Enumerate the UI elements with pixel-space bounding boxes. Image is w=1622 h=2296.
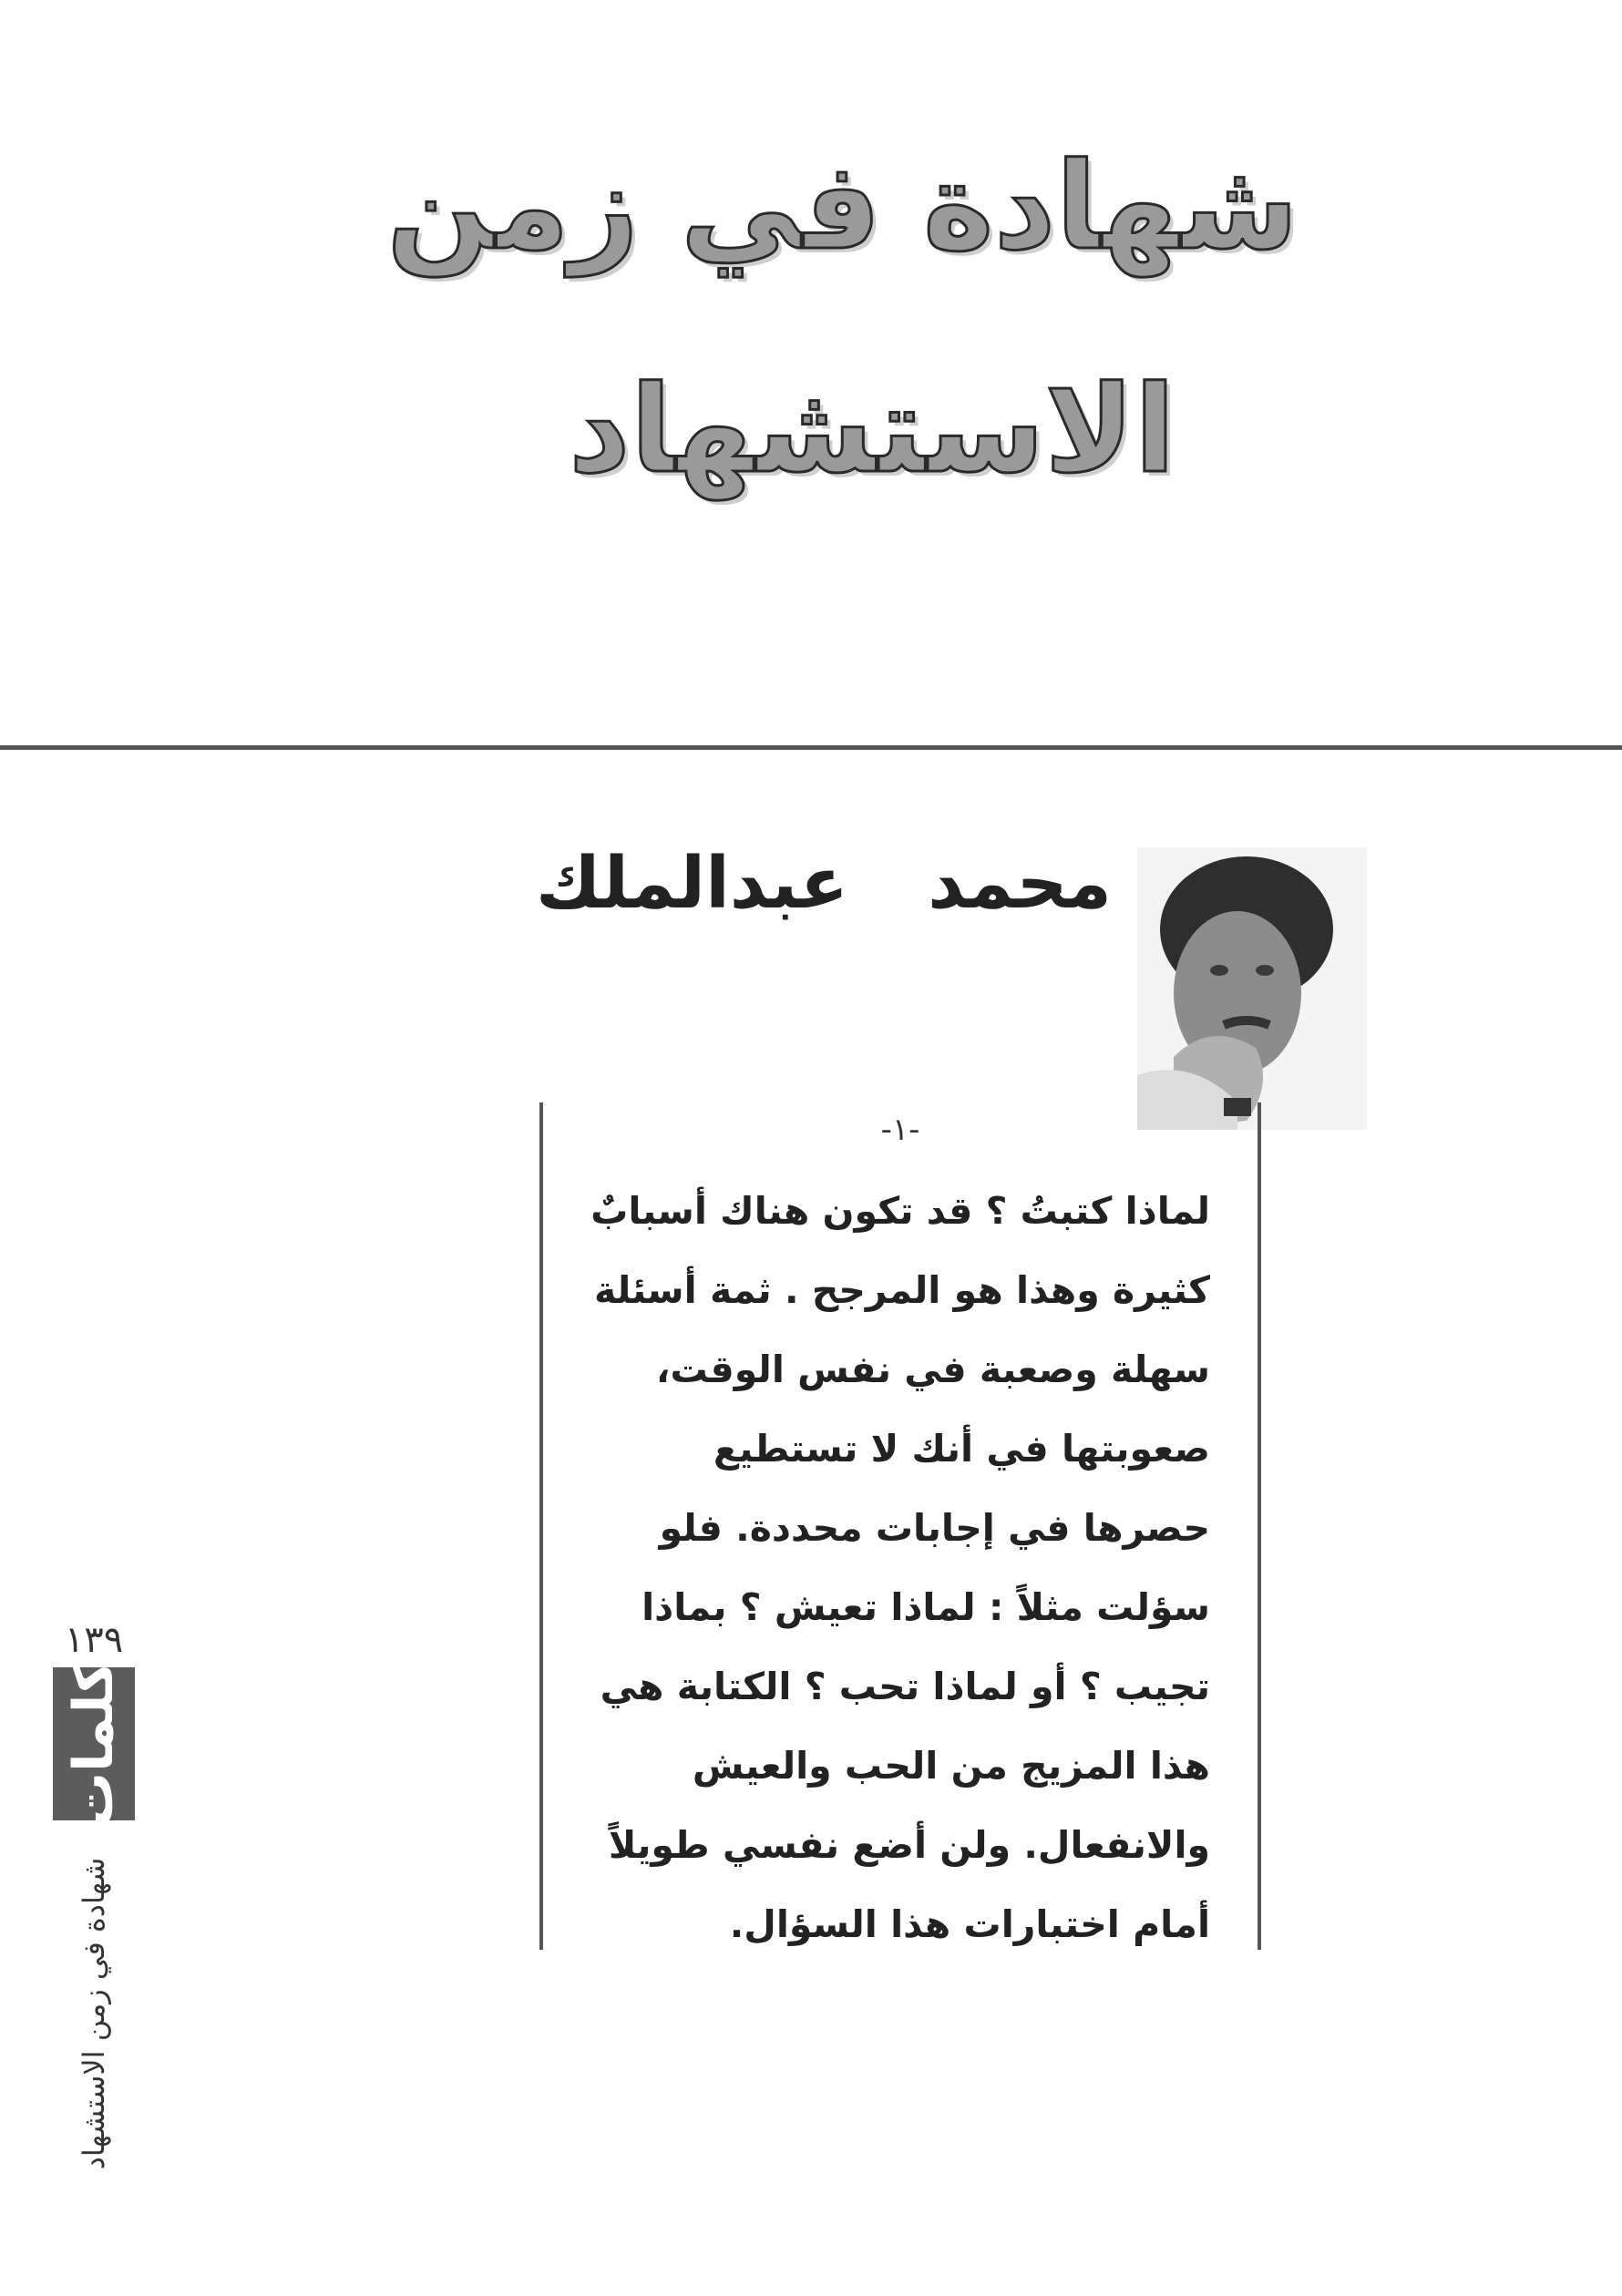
magazine-tab [53,1660,135,1828]
author-photo [1137,847,1367,1130]
tab-label: كلمات [62,1660,126,1828]
horizontal-divider [0,745,1622,750]
body-line: هذا المزيج من الحب والعيش [692,1744,1210,1788]
author-name: محمد عبدالملك [536,843,1112,925]
body-line: سؤلت مثلاً : لماذا تعيش ؟ بماذا [642,1585,1210,1629]
body-line: تجيب ؟ أو لماذا تحب ؟ الكتابة هي [600,1665,1210,1708]
body-text [580,1172,1210,1964]
title-block [0,0,1622,729]
body-line: والانفعال. ولن أضع نفسي طويلاً [608,1823,1210,1867]
section-number: -١- [880,1112,920,1148]
body-line: أمام اختبارات هذا السؤال. [729,1902,1210,1946]
title-line-1: شهادة في زمن [386,137,1299,277]
body-line: كثيرة وهذا هو المرجح . ثمة أسئلة [593,1268,1210,1312]
body-line: سهلة وصعبة في نفس الوقت، [655,1348,1210,1391]
body-line: لماذا كتبتُ ؟ قد تكون هناك أسبابٌ [590,1189,1210,1233]
page-number: ١٣٩ [64,1619,124,1661]
title-line-2: الاستشهاد [569,360,1175,500]
body-line: صعوبتها في أنك لا تستطيع [713,1427,1210,1471]
body-line: حصرها في إجابات محددة. فلو [659,1506,1210,1550]
running-head: شهادة في زمن الاستشهاد [77,1857,111,2170]
text-column [539,1102,1261,1950]
